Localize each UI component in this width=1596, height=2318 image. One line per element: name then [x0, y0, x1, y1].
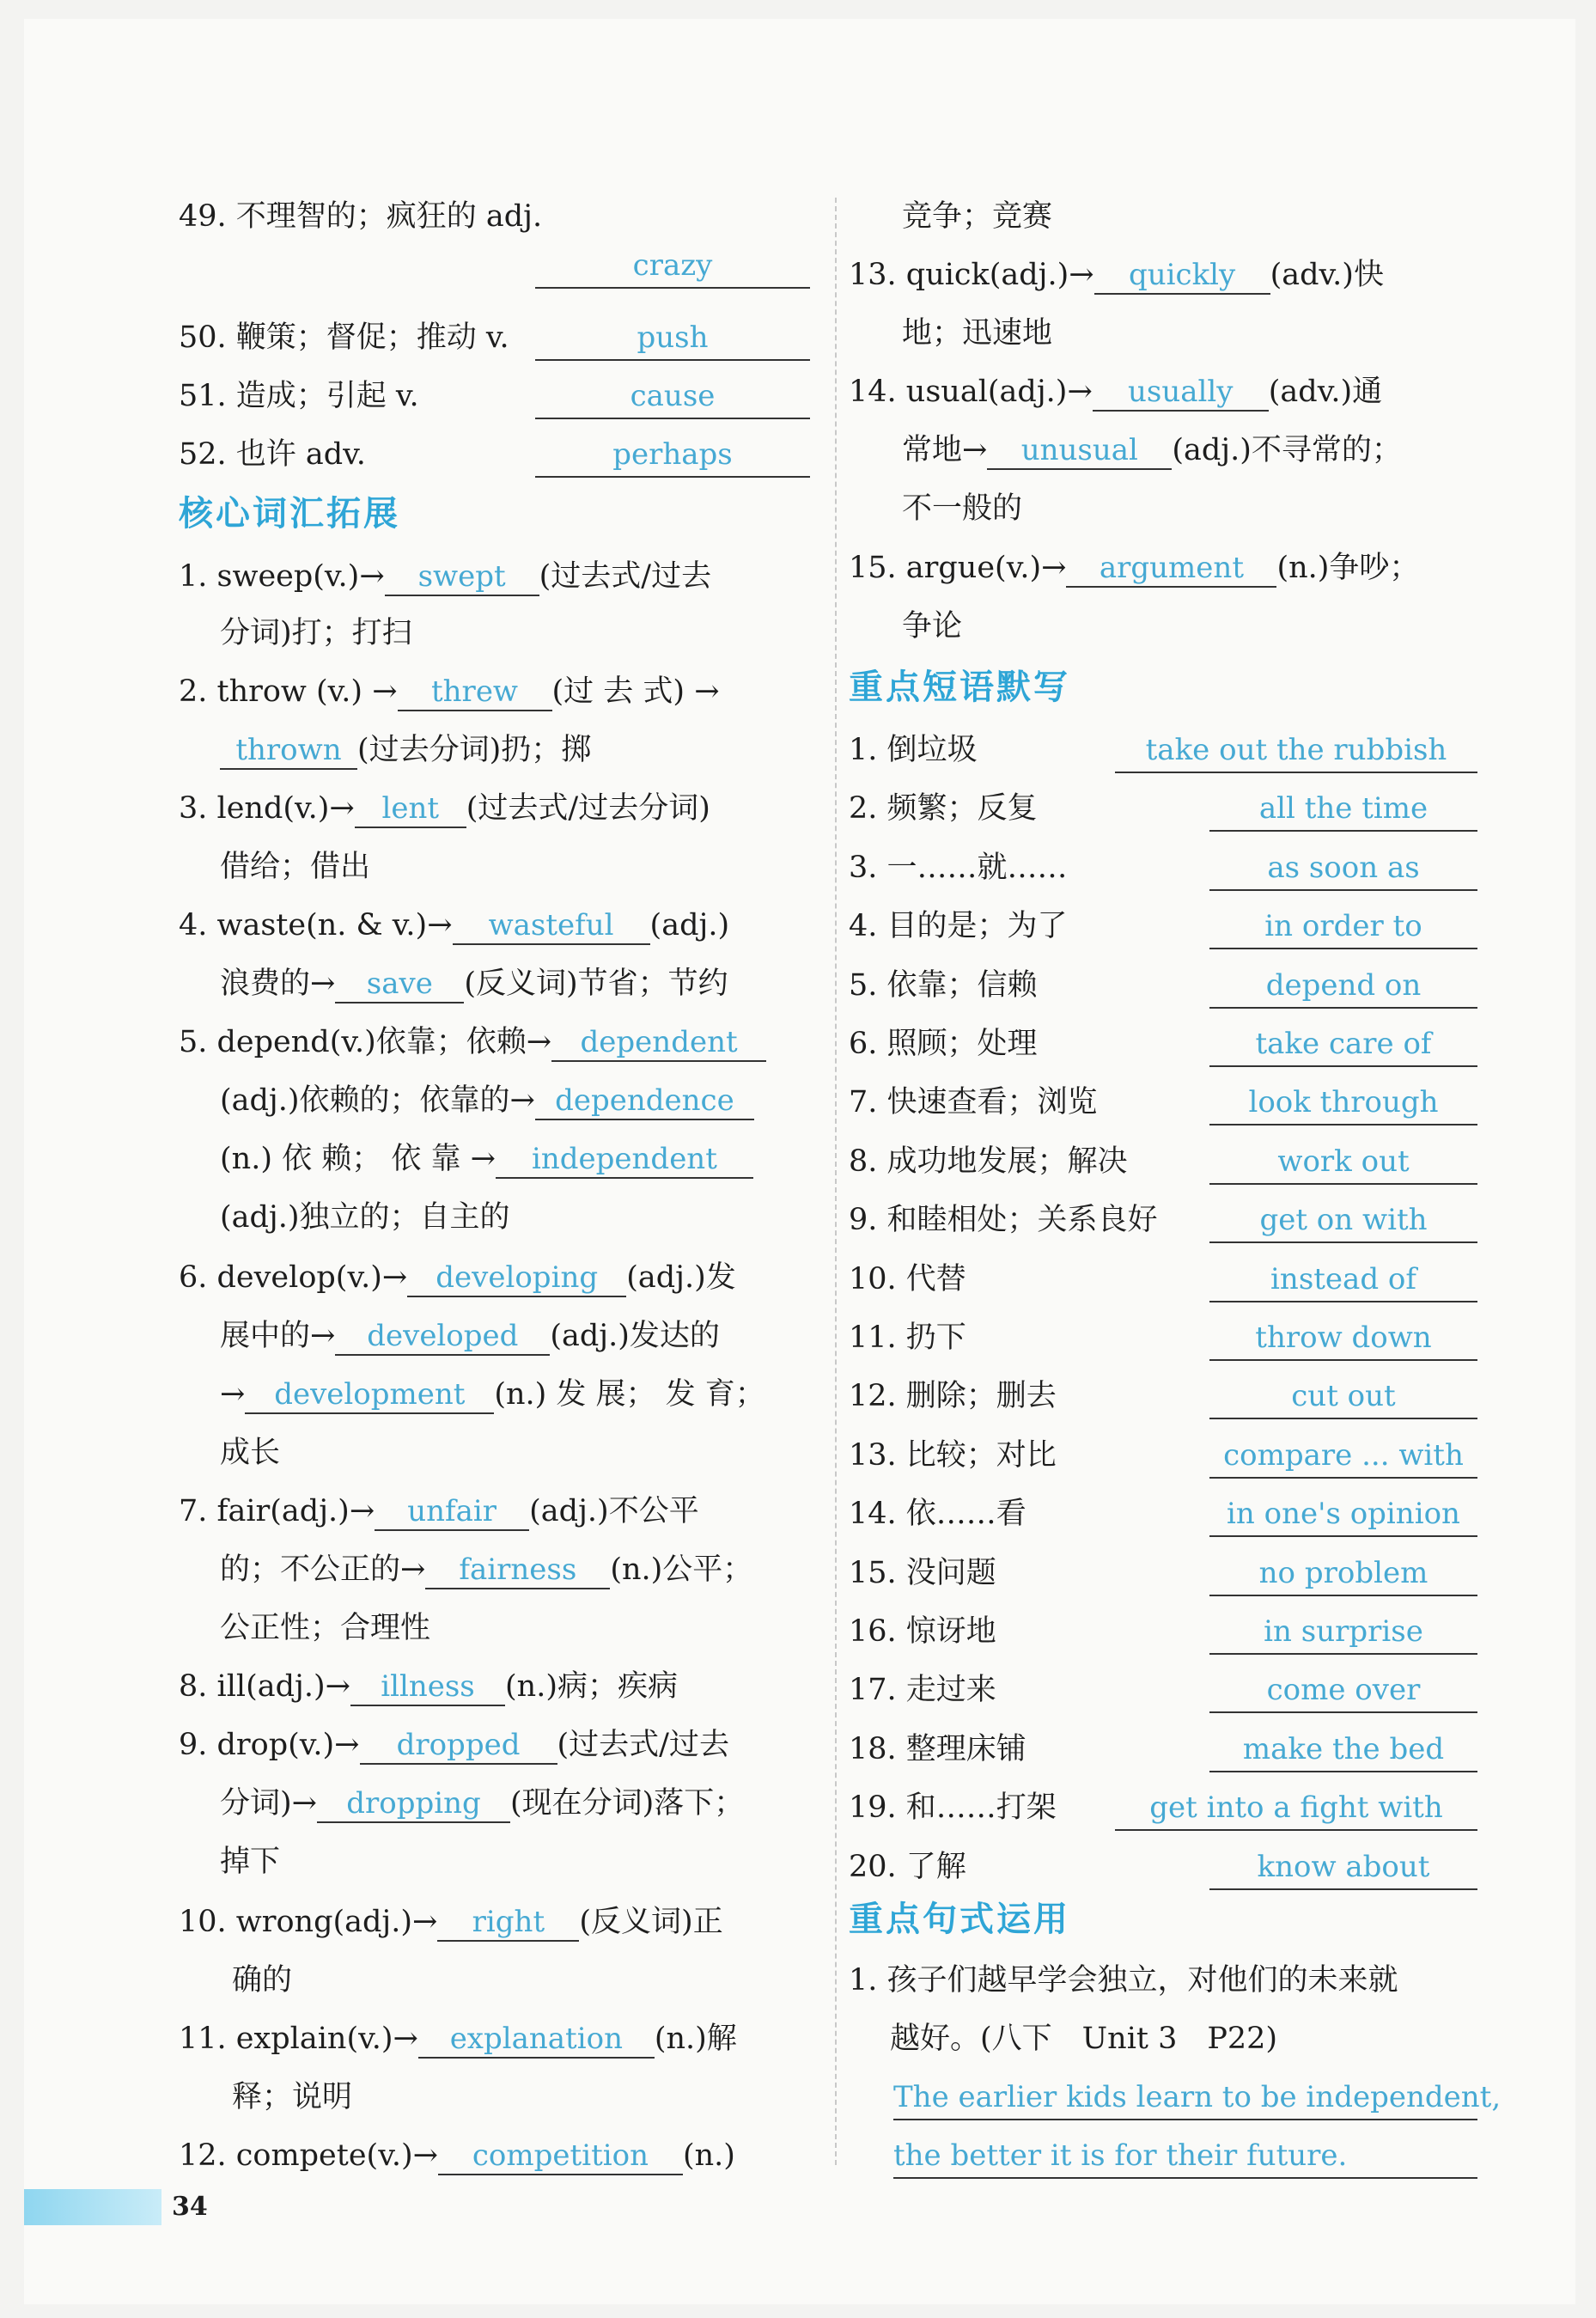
- text: (过 去 式) →: [551, 674, 720, 709]
- section-heading-core-vocab: 核心词汇拓展: [179, 494, 400, 534]
- vocab-50-question: 50. 鞭策；督促；推动 v.: [179, 320, 509, 355]
- answer-blank: competition: [438, 2134, 683, 2175]
- text: 4. waste(n. & v.)→: [179, 908, 453, 942]
- expansion-15-cont: 争论: [902, 609, 963, 644]
- text: 10. wrong(adj.)→: [179, 1905, 438, 1939]
- vocab-51-answer: cause: [535, 375, 810, 419]
- phrase-answer: know about: [1209, 1845, 1477, 1890]
- phrase-question: 3. 一……就……: [849, 851, 1068, 885]
- text: (adv.)快: [1270, 258, 1384, 292]
- text: (n.)解: [654, 2022, 737, 2056]
- answer-blank: illness: [350, 1665, 505, 1706]
- expansion-10: [179, 1900, 723, 1943]
- phrase-question: 6. 照顾；处理: [849, 1027, 1038, 1061]
- answer-blank: argument: [1066, 546, 1276, 588]
- text: (现在分词)落下；: [509, 1786, 745, 1821]
- phrase-answer: as soon as: [1209, 846, 1477, 891]
- phrase-answer: in order to: [1209, 905, 1477, 949]
- phrase-answer: get on with: [1209, 1199, 1477, 1243]
- phrase-question: 7. 快速查看；浏览: [849, 1085, 1098, 1119]
- text: 8. ill(adj.)→: [179, 1669, 350, 1704]
- text: 分词)→: [220, 1786, 317, 1821]
- phrase-question: 8. 成功地发展；解决: [849, 1144, 1128, 1179]
- vocab-49-answer: crazy: [535, 244, 810, 289]
- phrase-question: 18. 整理床铺: [849, 1732, 1026, 1766]
- phrase-answer: make the bed: [1209, 1728, 1477, 1772]
- text: 1. sweep(v.)→: [179, 559, 385, 594]
- phrase-question: 15. 没问题: [849, 1556, 996, 1590]
- answer-blank: save: [335, 962, 464, 1003]
- sentence-1-answer-line2: the better it is for their future.: [893, 2134, 1477, 2179]
- expansion-6-cont1: [220, 1315, 720, 1357]
- column-divider: [835, 198, 837, 2165]
- text: 的；不公正的→: [220, 1552, 426, 1587]
- phrase-question: 1. 倒垃圾: [849, 733, 978, 767]
- phrase-answer: all the time: [1209, 787, 1477, 832]
- phrase-question: 19. 和……打架: [849, 1790, 1057, 1825]
- answer-blank: wasteful: [453, 904, 650, 945]
- text: 14. usual(adj.)→: [849, 375, 1093, 409]
- vocab-52-answer: perhaps: [535, 433, 810, 478]
- text: (adj.)发达的: [550, 1319, 720, 1353]
- answer-blank: unfair: [375, 1490, 529, 1531]
- expansion-14: [849, 370, 1382, 413]
- answer-blank: developed: [335, 1315, 550, 1356]
- expansion-7: [179, 1490, 699, 1533]
- text: (过去式/过去分词): [466, 791, 710, 826]
- expansion-6-cont2: [220, 1373, 765, 1416]
- page-number-bar: [24, 2189, 161, 2225]
- expansion-2-cont: [220, 729, 591, 772]
- text: 11. explain(v.)→: [179, 2022, 418, 2056]
- expansion-8: [179, 1665, 678, 1708]
- expansion-3: [179, 787, 710, 830]
- text: (n.) 发 展； 发 育；: [494, 1377, 765, 1412]
- page-number: 34: [172, 2192, 208, 2222]
- phrase-answer: no problem: [1209, 1552, 1477, 1596]
- expansion-9-cont1: [220, 1782, 744, 1825]
- answer-blank: quickly: [1094, 253, 1270, 295]
- text: 展中的→: [220, 1319, 336, 1353]
- text: 15. argue(v.)→: [849, 551, 1067, 585]
- phrase-question: 2. 频繁；反复: [849, 791, 1038, 826]
- phrase-answer: instead of: [1209, 1258, 1477, 1302]
- answer-blank: dependent: [551, 1021, 766, 1062]
- answer-blank: right: [437, 1900, 579, 1942]
- phrase-question: 10. 代替: [849, 1262, 966, 1296]
- answer-blank: dropping: [317, 1782, 510, 1823]
- expansion-5: [179, 1021, 766, 1064]
- text: 12. compete(v.)→: [179, 2138, 438, 2173]
- sentence-1-line2: 越好。(八下 Unit 3 P22): [890, 2022, 1278, 2056]
- expansion-12: [179, 2134, 735, 2177]
- expansion-9-cont2: 掉下: [220, 1845, 281, 1879]
- text: (adj.)不寻常的；: [1172, 433, 1402, 467]
- phrase-answer: take out the rubbish: [1115, 729, 1477, 773]
- text: 常地→: [902, 433, 988, 467]
- text: 7. fair(adj.)→: [179, 1494, 375, 1528]
- expansion-12-cont: 竞争；竞赛: [902, 199, 1053, 234]
- answer-blank: swept: [385, 555, 539, 596]
- expansion-15: [849, 546, 1419, 589]
- text: (n.)公平；: [610, 1552, 753, 1587]
- text: (过去分词)扔；掷: [357, 733, 592, 767]
- answer-blank: developing: [407, 1256, 626, 1297]
- answer-blank: unusual: [987, 429, 1172, 470]
- expansion-9: [179, 1723, 729, 1766]
- text: (adv.)通: [1268, 375, 1383, 409]
- expansion-14-cont2: 不一般的: [902, 491, 1023, 526]
- vocab-51-question: 51. 造成；引起 v.: [179, 379, 419, 413]
- expansion-11-cont: 释；说明: [232, 2080, 353, 2114]
- workbook-page: [24, 19, 1575, 2304]
- text: 2. throw (v.) →: [179, 674, 398, 709]
- answer-blank: development: [245, 1373, 494, 1414]
- expansion-5-cont2: [220, 1138, 753, 1180]
- phrase-question: 20. 了解: [849, 1850, 966, 1884]
- text: (反义词)节省；节约: [464, 967, 728, 1001]
- section-heading-phrases: 重点短语默写: [849, 668, 1070, 707]
- phrase-question: 12. 删除；删去: [849, 1379, 1057, 1413]
- expansion-5-cont3: (adj.)独立的；自主的: [220, 1200, 510, 1235]
- sentence-1-line1: 1. 孩子们越早学会独立，对他们的未来就: [849, 1963, 1398, 1998]
- expansion-1: [179, 555, 711, 598]
- text: (adj.): [649, 908, 730, 942]
- text: (过去式/过去: [539, 559, 712, 594]
- answer-blank: explanation: [418, 2017, 655, 2059]
- text: (反义词)正: [579, 1905, 723, 1939]
- expansion-5-cont1: [220, 1079, 754, 1122]
- text: (过去式/过去: [557, 1728, 729, 1762]
- text: (adj.)发: [626, 1260, 736, 1295]
- vocab-49-question: 49. 不理智的；疯狂的 adj.: [179, 199, 543, 234]
- text: (adj.)依赖的；依靠的→: [220, 1083, 535, 1118]
- vocab-50-answer: push: [535, 316, 810, 361]
- answer-blank: thrown: [220, 729, 357, 770]
- phrase-question: 4. 目的是；为了: [849, 909, 1068, 943]
- text: →: [220, 1377, 246, 1412]
- phrase-answer: throw down: [1209, 1316, 1477, 1361]
- text: (n.)争吵；: [1276, 551, 1420, 585]
- expansion-1-cont: 分词)打；打扫: [220, 616, 412, 650]
- section-heading-sentences: 重点句式运用: [849, 1900, 1070, 1939]
- phrase-question: 11. 扔下: [849, 1321, 966, 1355]
- expansion-13-cont: 地；迅速地: [902, 316, 1053, 351]
- phrase-question: 16. 惊讶地: [849, 1614, 996, 1649]
- expansion-14-cont1: [902, 429, 1402, 472]
- sentence-1-answer-line1: The earlier kids learn to be independent,: [893, 2076, 1477, 2120]
- phrase-question: 13. 比较；对比: [849, 1438, 1057, 1473]
- phrase-answer: in surprise: [1209, 1610, 1477, 1655]
- phrase-answer: depend on: [1209, 964, 1477, 1009]
- answer-blank: independent: [496, 1138, 753, 1179]
- expansion-3-cont: 借给；借出: [220, 850, 371, 884]
- phrase-answer: compare ... with: [1209, 1434, 1477, 1479]
- expansion-7-cont2: 公正性；合理性: [220, 1611, 431, 1645]
- text: 浪费的→: [220, 967, 336, 1001]
- expansion-13: [849, 253, 1384, 296]
- answer-blank: usually: [1093, 370, 1269, 412]
- phrase-answer: in one's opinion: [1209, 1492, 1477, 1537]
- text: (n.) 依 赖； 依 靠 →: [220, 1142, 496, 1176]
- expansion-7-cont1: [220, 1548, 752, 1591]
- phrase-question: 14. 依……看: [849, 1497, 1026, 1531]
- expansion-6: [179, 1256, 736, 1299]
- text: (adj.)不公平: [529, 1494, 699, 1528]
- answer-blank: fairness: [425, 1548, 610, 1589]
- phrase-answer: work out: [1209, 1140, 1477, 1185]
- text: (n.): [682, 2138, 735, 2173]
- phrase-question: 9. 和睦相处；关系良好: [849, 1203, 1158, 1237]
- text: 13. quick(adj.)→: [849, 258, 1094, 292]
- expansion-2: [179, 670, 720, 713]
- text: 9. drop(v.)→: [179, 1728, 360, 1762]
- expansion-6-cont3: 成长: [220, 1436, 281, 1470]
- expansion-11: [179, 2017, 737, 2060]
- phrase-question: 17. 走过来: [849, 1673, 996, 1707]
- text: 5. depend(v.)依靠；依赖→: [179, 1025, 552, 1059]
- answer-blank: lent: [355, 787, 466, 828]
- expansion-4-cont: [220, 962, 728, 1005]
- text: 6. develop(v.)→: [179, 1260, 408, 1295]
- phrase-answer: cut out: [1209, 1375, 1477, 1419]
- phrase-answer: get into a fight with: [1115, 1786, 1477, 1831]
- phrase-answer: look through: [1209, 1081, 1477, 1125]
- answer-blank: dropped: [360, 1723, 557, 1765]
- answer-blank: threw: [398, 670, 552, 711]
- expansion-10-cont: 确的: [232, 1963, 293, 1998]
- answer-blank: dependence: [535, 1079, 754, 1120]
- text: (n.)病；疾病: [505, 1669, 678, 1704]
- text: 3. lend(v.)→: [179, 791, 355, 826]
- vocab-52-question: 52. 也许 adv.: [179, 437, 366, 472]
- phrase-question: 5. 依靠；信赖: [849, 968, 1038, 1003]
- phrase-answer: take care of: [1209, 1022, 1477, 1067]
- phrase-answer: come over: [1209, 1668, 1477, 1713]
- expansion-4: [179, 904, 729, 947]
